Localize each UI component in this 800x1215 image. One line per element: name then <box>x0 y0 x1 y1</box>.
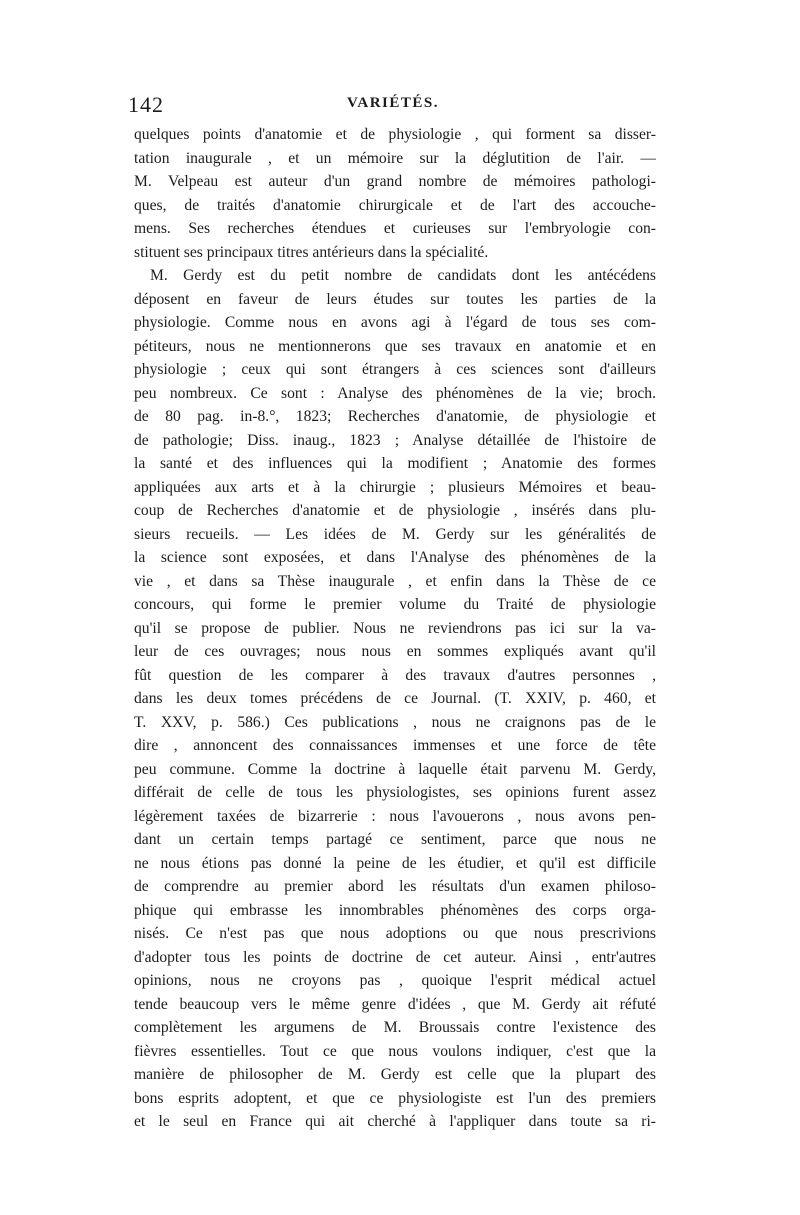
text-line: quelques points d'anatomie et de physiologie , qui forment sa disser- <box>134 126 656 143</box>
text-line: tende beaucoup vers le même genre d'idées , que M. Gerdy ait réfuté <box>134 995 656 1013</box>
text-line: concours, qui forme le premier volume du Traité de physiologie <box>134 596 656 613</box>
text-line: différait de celle de tous les physiologistes, ses opinions furent assez <box>134 784 656 801</box>
text-line: physiologie. Comme nous en avons agi à l'égard de tous ses com- <box>134 314 656 331</box>
text-line: vie , et dans sa Thèse inaugurale , et enfin dans la Thèse de ce <box>134 572 656 590</box>
text-line: leur de ces ouvrages; nous nous en sommes expliqués avant qu'il <box>134 643 656 660</box>
text-line: stituent ses principaux titres antérieurs dans la spécialité. <box>134 243 489 261</box>
text-line: M. Velpeau est auteur d'un grand nombre de mémoires pathologi- <box>134 173 656 190</box>
text-line: phique qui embrasse les innombrables phénomènes des corps orga- <box>134 901 656 919</box>
text-line: ne nous étions pas donné la peine de les étudier, et qu'il est difficile <box>134 854 656 872</box>
text-line: de pathologie; Diss. inaug., 1823 ; Analyse détaillée de l'histoire de <box>134 431 656 449</box>
text-line: T. XXV, p. 586.) Ces publications , nous ne craignons pas de le <box>134 713 656 731</box>
text-line: bons esprits adoptent, et que ce physiologiste est l'un des premiers <box>134 1089 656 1107</box>
text-line: tation inaugurale , et un mémoire sur la déglutition de l'air. — <box>134 149 656 167</box>
text-line: pétiteurs, nous ne mentionnerons que ses travaux en anatomie et en <box>134 337 656 355</box>
text-line: déposent en faveur de leurs études sur toutes les parties de la <box>134 290 656 308</box>
text-line: sieurs recueils. — Les idées de M. Gerdy sur les généralités de <box>134 525 656 543</box>
text-line: dire , annoncent des connaissances immenses et une force de tête <box>134 737 656 754</box>
text-line: peu nombreux. Ce sont : Analyse des phénomènes de la vie; broch. <box>134 384 656 402</box>
text-line: dans les deux tomes précédens de ce Journal. (T. XXIV, p. 460, et <box>134 690 656 707</box>
text-line: légèrement taxées de bizarrerie : nous l'avouerons , nous avons pen- <box>134 807 656 825</box>
text-line: de comprendre au premier abord les résultats d'un examen philoso- <box>134 878 656 895</box>
text-line: coup de Recherches d'anatomie et de physiologie , insérés dans plu- <box>134 502 656 519</box>
text-line: et le seul en France qui ait cherché à l'appliquer dans toute sa ri- <box>134 1113 656 1130</box>
text-line: mens. Ses recherches étendues et curieuses sur l'embryologie con- <box>134 220 656 237</box>
running-head: VARIÉTÉS. <box>346 95 439 111</box>
text-line: dant un certain temps partagé ce sentiment, parce que nous ne <box>134 831 656 848</box>
body-text <box>134 123 656 1134</box>
page-header <box>128 92 658 120</box>
text-line: appliquées aux arts et à la chirurgie ; plusieurs Mémoires et beau- <box>134 478 656 496</box>
text-line: la science sont exposées, et dans l'Analyse des phénomènes de la <box>134 549 656 566</box>
text-line: de 80 pag. in-8.°, 1823; Recherches d'anatomie, de physiologie et <box>134 408 656 425</box>
text-line: nisés. Ce n'est pas que nous adoptions ou que nous prescrivions <box>134 925 656 942</box>
text-line: fût question de les comparer à des travaux d'autres personnes , <box>134 666 656 684</box>
page-number: 142 <box>128 92 164 117</box>
text-line: fièvres essentielles. Tout ce que nous voulons indiquer, c'est que la <box>134 1042 656 1060</box>
text-line: opinions, nous ne croyons pas , quoique l'esprit médical actuel <box>134 972 656 989</box>
text-line: qu'il se propose de publier. Nous ne reviendrons pas ici sur la va- <box>134 619 656 637</box>
text-line: ques, de traités d'anatomie chirurgicale et de l'art des accouche- <box>134 196 656 214</box>
text-line: M. Gerdy est du petit nombre de candidats dont les antécédens <box>150 267 656 284</box>
text-line: peu commune. Comme la doctrine à laquelle était parvenu M. Gerdy, <box>134 760 656 778</box>
text-line: la santé et des influences qui la modifient ; Anatomie des formes <box>134 455 656 472</box>
text-line: manière de philosopher de M. Gerdy est celle que la plupart des <box>134 1066 656 1083</box>
text-line: d'adopter tous les points de doctrine de cet auteur. Ainsi , entr'autres <box>134 948 656 966</box>
text-line: complètement les argumens de M. Broussais contre l'existence des <box>134 1019 656 1036</box>
text-line: physiologie ; ceux qui sont étrangers à ces sciences sont d'ailleurs <box>134 361 656 378</box>
